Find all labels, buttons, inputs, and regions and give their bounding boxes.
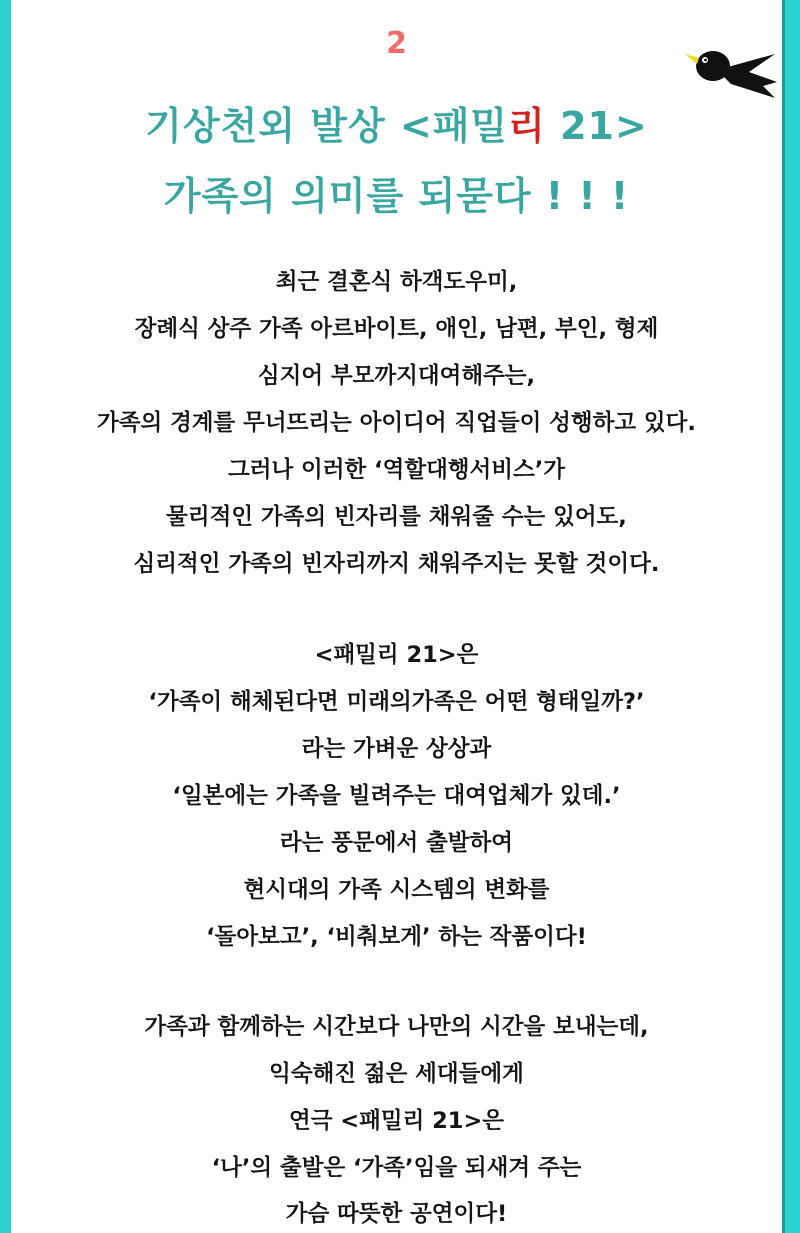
- body-line: <패밀리 21>은: [314, 642, 479, 668]
- body-line: 장례식 상주 가족 아르바이트, 애인, 남편, 부인, 형제: [134, 316, 659, 342]
- body-line: 라는 풍문에서 출발하여: [279, 830, 514, 856]
- body-line: 그러나 이러한 ‘역할대행서비스’가: [227, 457, 566, 483]
- body-line: 연극 <패밀리 21>은: [288, 1108, 505, 1134]
- title-line-1: [11, 102, 782, 150]
- body-line: 라는 가벼운 상상과: [301, 736, 492, 762]
- page-number: 2: [386, 26, 407, 61]
- document-page: [11, 0, 782, 1233]
- body-line: 익숙해진 젊은 세대들에게: [269, 1061, 524, 1087]
- title-line-2: 가족의 의미를 되묻다 ! ! !: [163, 174, 630, 218]
- page-edge: [782, 0, 785, 1233]
- title-accent-char: 리: [508, 104, 546, 148]
- body-line: 물리적인 가족의 빈자리를 채워줄 수는 있어도,: [166, 504, 627, 530]
- title-line-1-pre: 기상천외 발상 <패밀: [145, 104, 509, 148]
- title-line-1-post: 21>: [545, 104, 648, 148]
- body-line: 심지어 부모까지대여해주는,: [257, 363, 536, 389]
- body-line: 가슴 따뜻한 공연이다!: [285, 1201, 508, 1227]
- body-line: 최근 결혼식 하객도우미,: [275, 269, 518, 295]
- body-line: ‘가족이 해체된다면 미래의가족은 어떤 형태일까?’: [148, 689, 645, 715]
- body-line: 심리적인 가족의 빈자리까지 채워주지는 못할 것이다.: [133, 551, 660, 577]
- body-line: ‘일본에는 가족을 빌려주는 대여업체가 있데.’: [172, 783, 621, 809]
- body-line: 가족의 경계를 무너뜨리는 아이디어 직업들이 성행하고 있다.: [97, 410, 696, 436]
- bird-icon: [679, 40, 779, 100]
- body-line: 가족과 함께하는 시간보다 나만의 시간을 보내는데,: [144, 1014, 649, 1040]
- body-line: ‘돌아보고’, ‘비춰보게’ 하는 작품이다!: [206, 924, 587, 950]
- body-line: 현시대의 가족 시스템의 변화를: [243, 877, 550, 903]
- body-line: ‘나’의 출발은 ‘가족’임을 되새겨 주는: [211, 1155, 582, 1181]
